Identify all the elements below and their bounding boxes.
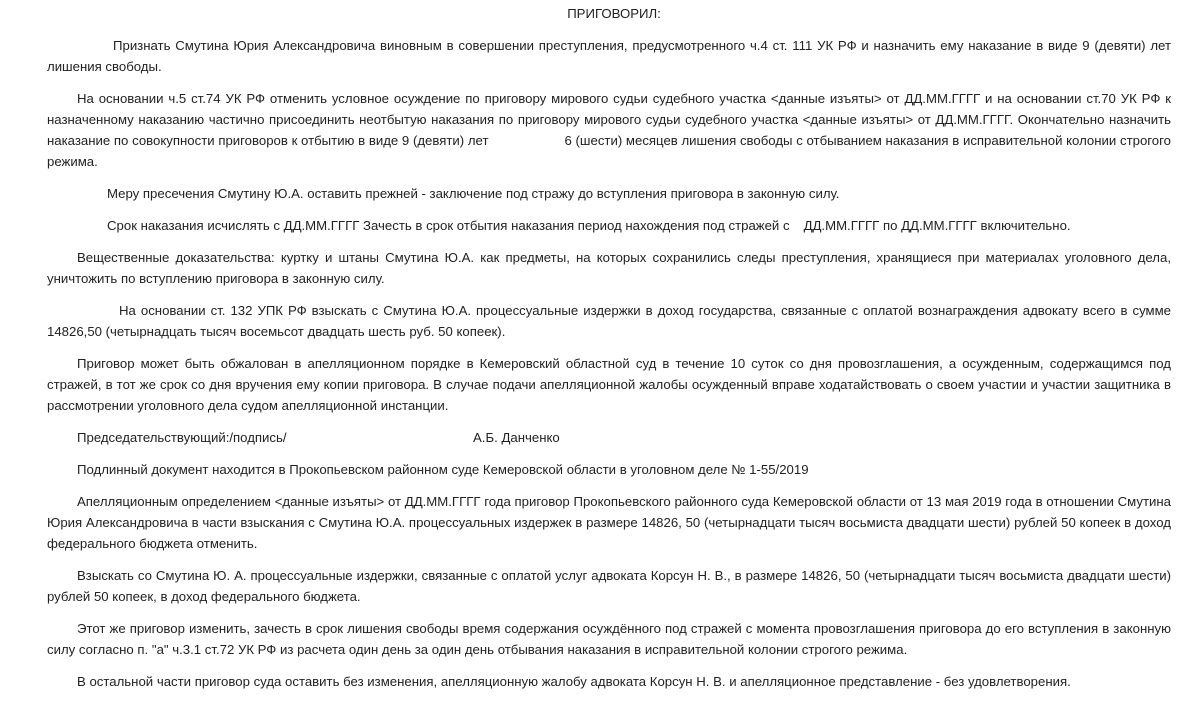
paragraph-sentence-aggregate bbox=[47, 88, 1171, 172]
signature-row bbox=[77, 427, 1171, 448]
paragraph-preventive-measure: Меру пресечения Смутину Ю.А. оставить прежней - заключение под стражу до вступления приговора в законную силу. bbox=[107, 186, 840, 201]
paragraph-original-location: Подлинный документ находится в Прокопьевском районном суде Кемеровской области в уголовном деле № 1-55/2019 bbox=[77, 462, 809, 477]
document-body bbox=[47, 4, 1171, 703]
paragraph-guilty: Признать Смутина Юрия Александровича виновным в совершении преступления, предусмотренного ч.4 ст. 111 УК РФ и назначить ему наказание в виде 9 (девяти) лет лишения свободы. bbox=[47, 38, 1171, 74]
paragraph-sentence-change: Этот же приговор изменить, зачесть в срок лишения свободы время содержания осуждённого под стражей с момента провозглашения приговора до его вступления в законную силу согласно п. "а" ч.3.1 ст.72 УК РФ из расчета один день за один день отбывания наказания в исправительной колонии строгого режима. bbox=[47, 621, 1171, 657]
paragraph-sentence-aggregate-text: На основании ч.5 ст.74 УК РФ отменить условное осуждение по приговору мирового судьи судебного участка <данные изъяты> от ДД.ММ.ГГГГ и на основании ст.70 УК РФ к назначенному наказанию частично присоединить неотбытую наказания по приговору мирового судьи судебного участка <данные изъяты> от ДД.ММ.ГГГГ. Окончательно назначить наказание по совокупности приговоров к отбытию в виде 9 (девяти) лет bbox=[47, 91, 1171, 148]
verdict-heading: ПРИГОВОРИЛ: bbox=[567, 6, 661, 21]
paragraph-term-calculation-a: Срок наказания исчислять с ДД.ММ.ГГГГ Зачесть в срок отбытия наказания период нахождения под стражей с bbox=[107, 218, 790, 233]
paragraph-evidence: Вещественные доказательства: куртку и штаны Смутина Ю.А. как предметы, на которых сохранились следы преступления, хранящиеся при материалах уголовного дела, уничтожить по вступлению приговора в законную силу. bbox=[47, 250, 1171, 286]
paragraph-appeal-rights: Приговор может быть обжалован в апелляционном порядке в Кемеровский областной суд в течение 10 суток со дня провозглашения, а осужденным, содержащимся под стражей, в тот же срок со дня вручения ему копии приговора. В случае подачи апелляционной жалобы осужденный вправе ходатайствовать о своем участии и участии защитника в рассмотрении уголовного дела судом апелляционной инстанции. bbox=[47, 356, 1171, 413]
paragraph-recover-costs: Взыскать со Смутина Ю. А. процессуальные издержки, связанные с оплатой услуг адвоката Корсун Н. В., в размере 14826, 50 (четырнадцати тысяч восьмиста двадцати шести) рублей 50 копеек, в доход федерального бюджета. bbox=[47, 568, 1171, 604]
paragraph-appeal-ruling: Апелляционным определением <данные изъяты> от ДД.ММ.ГГГГ года приговор Прокопьевского районного суда Кемеровской области от 13 мая 2019 года в отношении Смутина Юрия Александровича в части взыскания с Смутина Ю.А. процессуальных издержек в размере 14826, 50 (четырнадцати тысяч восьмиста двадцати шести) рублей 50 копеек в доход федерального бюджета отменить. bbox=[47, 494, 1171, 551]
presiding-judge-label: Председательствующий:/подпись/ bbox=[77, 430, 287, 445]
paragraph-term-calculation-b: ДД.ММ.ГГГГ по ДД.ММ.ГГГГ включительно. bbox=[803, 218, 1071, 233]
paragraph-rest-unchanged: В остальной части приговор суда оставить без изменения, апелляционную жалобу адвоката Корсун Н. В. и апелляционное представление - без удовлетворения. bbox=[77, 674, 1071, 689]
paragraph-term-calculation bbox=[47, 215, 1171, 236]
paragraph-sentence-aggregate-tail: 6 (шести) месяцев лишения свободы с отбыванием наказания в исправительной колонии строгого режима. bbox=[47, 133, 1171, 169]
paragraph-procedural-costs: На основании ст. 132 УПК РФ взыскать с Смутина Ю.А. процессуальные издержки в доход государства, связанные с оплатой вознаграждения адвокату всего в сумме 14826,50 (четырнадцать тысяч восемьсот двадцать шесть руб. 50 копеек). bbox=[47, 303, 1171, 339]
presiding-judge-name: А.Б. Данченко bbox=[473, 430, 560, 445]
